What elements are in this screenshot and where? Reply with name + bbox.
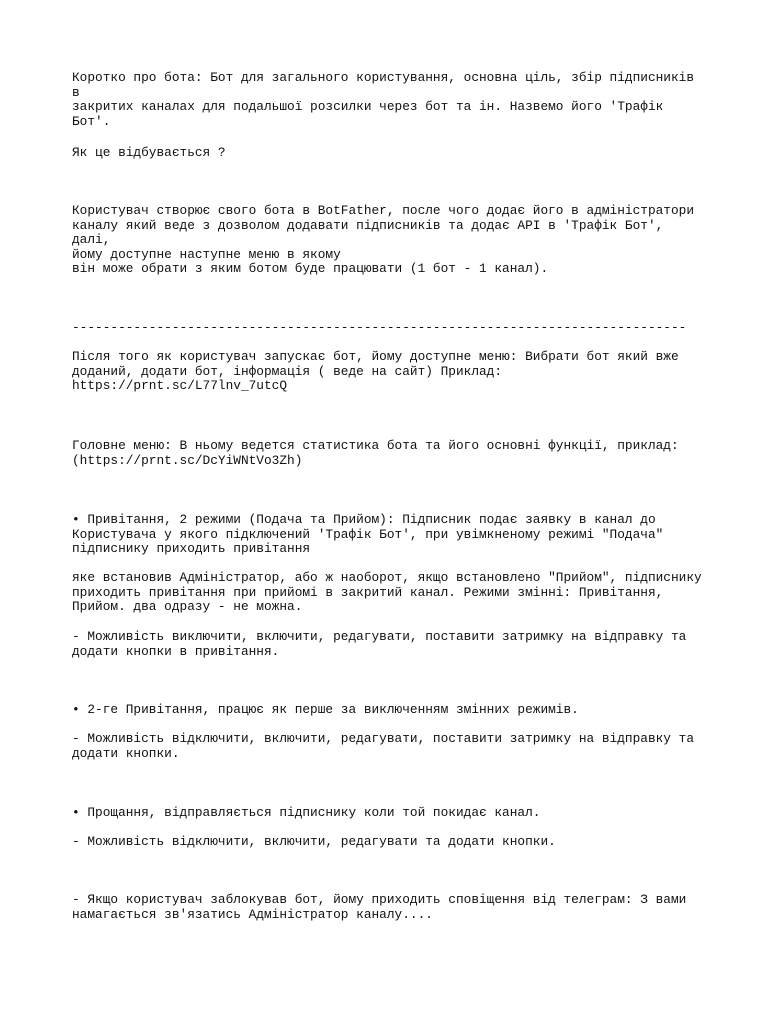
greeting-modes-paragraph: яке встановив Адміністратор, або ж наоборот, якщо встановлено "Прийом", підписнику приходить привітання при прийомі в закритий канал. Режими змінні: Привітання, Прийом. два одразу - не можна. (72, 570, 702, 615)
separator-line: -------------------------------------------------------------------------------- (72, 321, 687, 335)
second-greeting-paragraph: • 2-ге Привітання, працює як перше за виключенням змінних режимів. (72, 702, 579, 717)
greeting-options-paragraph: - Можливість виключити, включити, редагувати, поставити затримку на відправку та додати кнопки в привітання. (72, 629, 687, 659)
greeting-paragraph: • Привітання, 2 режими (Подача та Прийом): Підписник подає заявку в канал до Користувача у якого підключений 'Трафік Бот', при увімкненому режимі "Подача" підписнику приходить привітання (72, 512, 664, 557)
main-menu-paragraph: Головне меню: В ньому ведется статистика бота та його основні функції, приклад: (https://prnt.sc/DcYiWNtVo3Zh) (72, 438, 679, 468)
farewell-paragraph: • Прощання, відправляється підписнику коли той покидає канал. (72, 805, 541, 820)
farewell-options-paragraph: - Можливість відключити, включити, редагувати та додати кнопки. (72, 834, 556, 849)
how-it-works-heading: Як це відбувається ? (72, 145, 226, 160)
how-it-works-paragraph: Користувач створює свого бота в BotFather, после чого додає його в адміністратори каналу який веде з дозволом додавати підписників та додає API в 'Трафік Бот', далі, йому доступне наступне меню в якому (72, 203, 695, 262)
how-it-works-continuation: він може обрати з яким ботом буде працювати (1 бот - 1 канал). (72, 261, 549, 276)
about-bot-paragraph: Коротко про бота: Бот для загального користування, основна ціль, збір підписників в закритих каналах для подальшої розсилки через бот та ін. Назвемо його 'Трафік Бот'. (72, 70, 695, 129)
second-greeting-options-paragraph: - Можливість відключити, включити, редагувати, поставити затримку на відправку та додати кнопки. (72, 731, 695, 761)
blocked-bot-paragraph: - Якщо користувач заблокував бот, йому приходить сповіщення від телеграм: З вами намагається зв'язатись Адміністратор каналу.... (72, 892, 687, 922)
after-start-paragraph: Після того як користувач запускає бот, йому доступне меню: Вибрати бот який вже доданий, додати бот, інформація ( веде на сайт) Приклад: https://prnt.sc/L77lnv_7utcQ (72, 349, 679, 394)
